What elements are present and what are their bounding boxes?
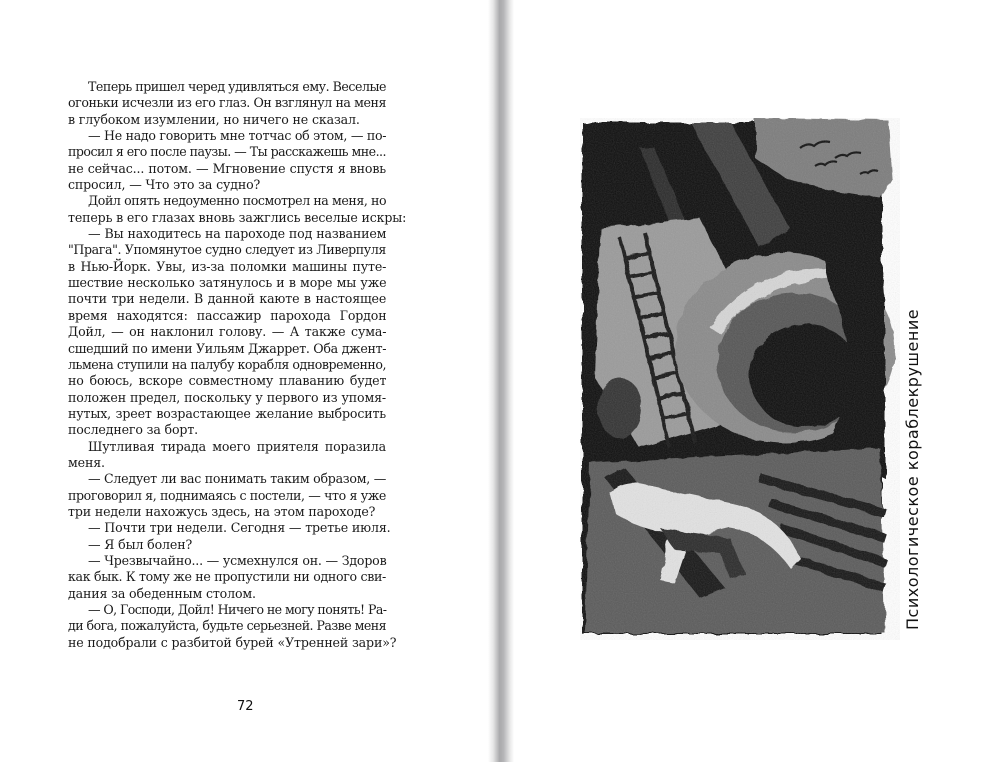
text-line: — О, Господи, Дойл! Ничего не могу понять! Ра- (88, 602, 387, 617)
text-line: последнего за борт. (68, 422, 198, 438)
body-text (68, 79, 407, 651)
text-line: Дойл опять недоуменно посмотрел на меня, но (88, 193, 387, 209)
text-line: Шутливая тирада моего приятеля поразила (88, 438, 386, 454)
text-line: как бык. К тому же не пропустили ни одного сви- (68, 569, 386, 585)
text-line: проговорил я, поднимаясь с постели, — что я уже (68, 487, 386, 503)
text-line: не сейчас... потом. — Мгновение спустя я вновь (68, 160, 386, 176)
text-line: три недели нахожусь здесь, на этом пароходе? (68, 503, 376, 519)
text-line: положен предел, поскольку у первого из упомя- (68, 389, 386, 405)
text-line: но боюсь, вскоре совместному плаванию будет (68, 373, 387, 389)
text-line: время находятся: пассажир парохода Гордон (68, 307, 387, 323)
text-line: в глубоком изумлении, но ничего не сказал. (68, 111, 360, 127)
text-line: — Я был болен? (88, 536, 193, 552)
page-number: 72 (237, 699, 254, 714)
text-line: в Нью-Йорк. Увы, из-за поломки машины путе- (68, 258, 387, 274)
text-line: Теперь пришел черед удивляться ему. Веселые (88, 79, 387, 94)
text-line: Дойл, — он наклонил голову. — А также сума- (68, 324, 387, 340)
text-line: спросил, — Что это за судно? (68, 177, 261, 193)
text-line: сшедший по имени Уильям Джаррет. Оба джент- (68, 340, 387, 356)
text-line: нутых, зреет возрастающее желание выбросить (68, 405, 386, 421)
text-line: — Почти три недели. Сегодня — третье июля. (88, 520, 391, 536)
text-line: почти три недели. В данной каюте в настоящее (68, 291, 387, 307)
text-line: ди бога, пожалуйста, будьте серьезней. Разве меня (68, 618, 386, 634)
text-line: — Следует ли вас понимать таким образом, — (88, 471, 387, 487)
text-line: теперь в его глазах вновь зажглись веселые искры: (68, 209, 407, 225)
text-line: "Прага". Упомянутое судно следует из Ливерпуля (68, 242, 386, 258)
text-line: меня. (68, 454, 105, 470)
text-line: — Чрезвычайно... — усмехнулся он. — Здоров (88, 552, 387, 568)
text-line: — Вы находитесь на пароходе под названием (88, 226, 387, 242)
text-line: льмена ступили на палубу корабля одновременно, (68, 356, 387, 372)
text-line: дания за обеденным столом. (68, 585, 256, 601)
illustration-caption: Психологическое кораблекрушение (903, 308, 922, 630)
left-page (0, 0, 495, 762)
text-line: огоньки исчезли из его глаз. Он взглянул на меня (68, 95, 386, 111)
book-gutter (488, 0, 514, 762)
text-line: не подобрали с разбитой бурей «Утренней зари»? (68, 634, 397, 650)
text-line: — Не надо говорить мне тотчас об этом, — по- (88, 128, 387, 144)
ship-illustration (580, 118, 900, 640)
text-line: шествие несколько затянулось и в море мы уже (68, 275, 387, 291)
text-line: просил я его после паузы. — Ты расскажешь мне... (68, 144, 386, 160)
